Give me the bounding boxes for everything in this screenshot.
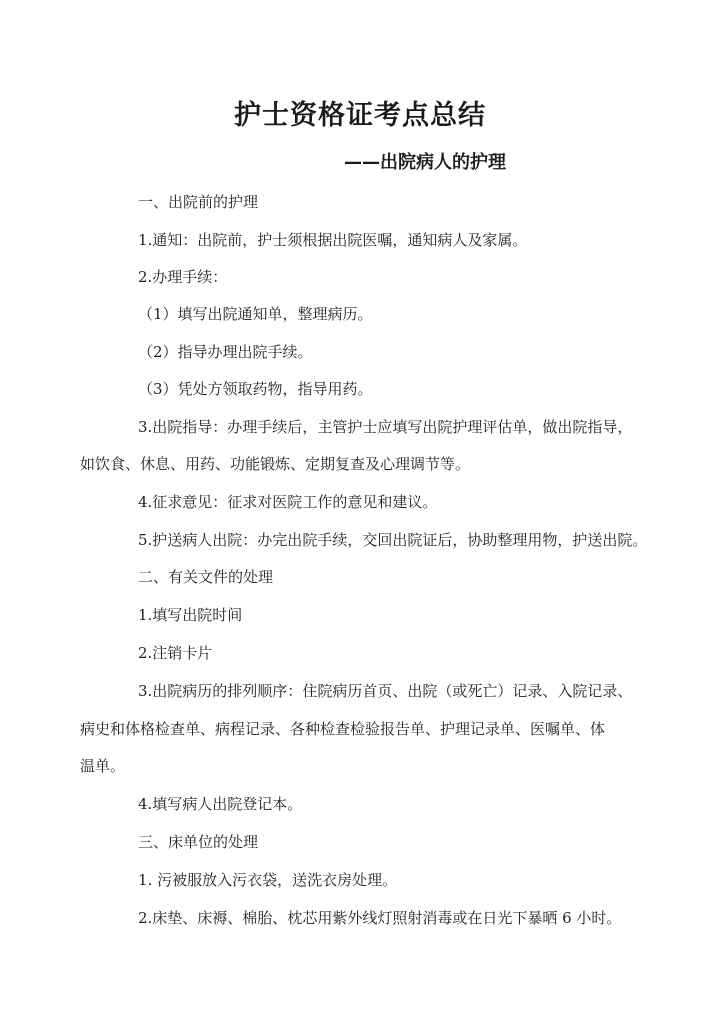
paragraph-line: （2）指导办理出院手续。 (138, 343, 313, 361)
paragraph-line: 5.护送病人出院：办完出院手续，交回出院证后，协助整理用物，护送出院。 (138, 531, 648, 549)
paragraph-line: 2.注销卡片 (138, 644, 213, 662)
document-title: 护士资格证考点总结 (234, 100, 486, 131)
paragraph-line: 4.征求意见：征求对医院工作的意见和建议。 (138, 493, 438, 511)
document-subtitle: ——出院病人的护理 (344, 152, 506, 173)
section-heading-3: 三、床单位的处理 (138, 833, 259, 851)
paragraph-line: 2.办理手续： (138, 268, 228, 286)
section-heading-1: 一、出院前的护理 (138, 193, 259, 211)
paragraph-line: 1.通知：出院前，护士须根据出院医嘱，通知病人及家属。 (138, 231, 528, 249)
paragraph-line: 3.出院指导：办理手续后，主管护士应填写出院护理评估单，做出院指导， (138, 418, 633, 436)
paragraph-line: 3.出院病历的排列顺序：住院病历首页、出院（或死亡）记录、入院记录、 (138, 682, 633, 700)
section-heading-2: 二、有关文件的处理 (138, 568, 274, 586)
paragraph-line: 如饮食、休息、用药、功能锻炼、定期复查及心理调节等。 (80, 455, 471, 473)
paragraph-line: （3）凭处方领取药物，指导用药。 (138, 380, 373, 398)
paragraph-line: 病史和体格检查单、病程记录、各种检查检验报告单、护理记录单、医嘱单、体 (80, 720, 606, 738)
paragraph-line: 4.填写病人出院登记本。 (138, 795, 303, 813)
paragraph-line: 1. 污被服放入污衣袋，送洗衣房处理。 (138, 871, 398, 889)
paragraph-line: 1.填写出院时间 (138, 606, 243, 624)
paragraph-line: （1）填写出院通知单，整理病历。 (138, 305, 373, 323)
paragraph-line: 2.床垫、床褥、棉胎、枕芯用紫外线灯照射消毒或在日光下暴晒 6 小时。 (138, 909, 622, 927)
paragraph-line: 温单。 (80, 757, 126, 775)
